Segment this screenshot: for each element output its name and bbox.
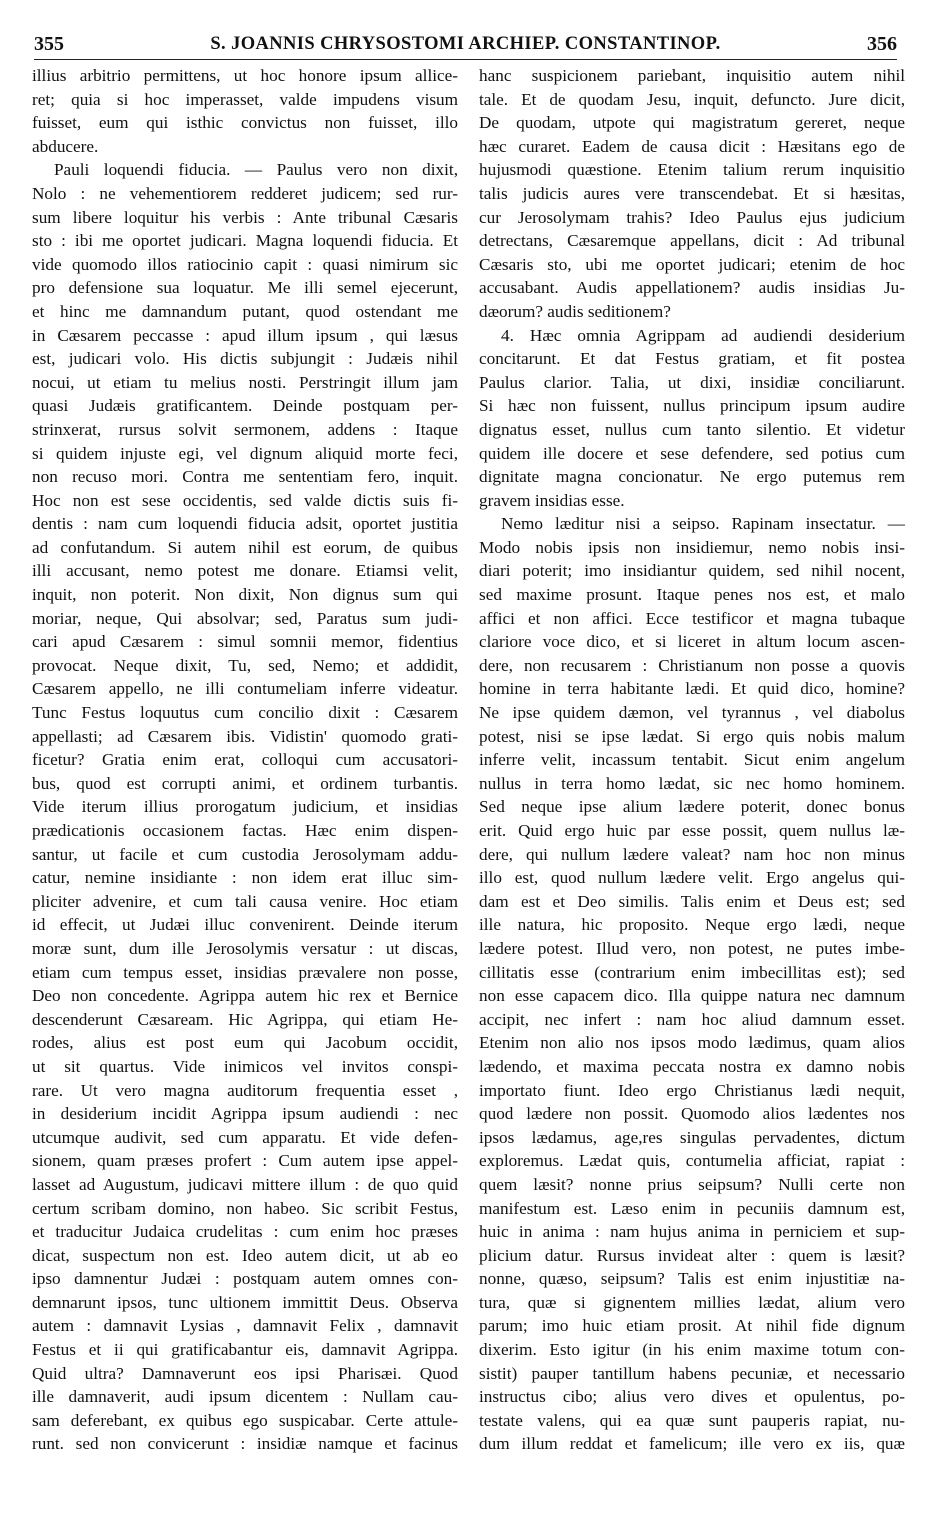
text-line: ut sit quartus. Vide inimicos vel invitos conspi-	[32, 1056, 458, 1076]
text-line: vide quomodo illos ratiocinio capit : quasi nimirum sic	[32, 254, 458, 274]
text-line: Cæsarem appello, ne illi contumeliam inferre videatur.	[32, 679, 458, 699]
text-line: ad confutandum. Si autem nihil est eorum, de quibus	[32, 537, 458, 557]
text-line: dixerim. Esto igitur (in his enim maxime totum con-	[479, 1340, 905, 1360]
text-line: nocui, ut etiam tu melius nosti. Perstringit illum jam	[32, 372, 458, 392]
text-line: dentis : nam cum loquendi fiducia adsit, oportet justitia	[32, 514, 458, 534]
text-line: certum scribam domino, non habeo. Sic scribit Festus,	[32, 1198, 458, 1218]
text-line: inquit, non poterit. Non dixit, Non dignus sum qui	[32, 585, 458, 605]
text-line: moræ sunt, dum ille Jerosolymis versatur : ut discas,	[32, 938, 458, 958]
text-line: erit. Quid ergo huic par esse possit, quem nullus læ-	[479, 821, 905, 840]
text-line: tale. Et de quodam Jesu, inquit, defuncto. Jure dicit,	[479, 89, 905, 109]
text-line: ficetur? Gratia enim erat, colloqui cum accusatori-	[32, 750, 458, 770]
text-line: strinxerat, rursus solvit sermonem, addens : Itaque	[32, 419, 458, 439]
text-line: 4. Hæc omnia Agrippam ad audiendi desiderium	[501, 325, 905, 345]
text-line: id effecit, ut Judæi illuc convenirent. Deinde iterum	[32, 915, 458, 935]
text-line: lasset ad Augustum, judicavi mittere illum : de quo quid	[32, 1174, 458, 1194]
text-line: sum libere loquitur his verbis : Ante tribunal Cæsaris	[32, 207, 458, 227]
text-line: et traducitur Judaica crudelitas : cum enim hoc præses	[32, 1222, 458, 1242]
text-line: dæorum? audis seditionem?	[479, 301, 671, 321]
running-title: S. JOANNIS CHRYSOSTOMI ARCHIEP. CONSTANTINOP.	[210, 34, 721, 54]
running-header	[34, 33, 897, 60]
text-line: concitarunt. Et dat Festus gratiam, et fit postea	[479, 349, 905, 369]
text-line: dum illum reddat et famelicum; ille vero ex iis, quæ	[479, 1434, 905, 1454]
text-line: Hoc non est sese occidentis, sed valde dictis suis fi-	[32, 490, 458, 510]
page-number-right: 356	[867, 33, 897, 55]
text-line: Si hæc non fuissent, nullus principum ipsum audire	[479, 396, 905, 416]
text-line: illius arbitrio permittens, ut hoc honore ipsum allice-	[32, 66, 458, 85]
text-line: ipso damnentur Judæi : postquam autem omnes con-	[32, 1269, 458, 1289]
text-line: diari poterit; imo insidiantur quidem, sed nihil nocent,	[479, 561, 905, 581]
text-line: abducere.	[32, 136, 99, 156]
text-line: dignitate magna concionatur. Ne ergo putemus rem	[479, 467, 905, 487]
page-number-left: 355	[34, 33, 64, 55]
text-line: Cæsaris sto, ubi me oportet judicari; etenim de hoc	[479, 254, 905, 274]
text-line: Paulus clarior. Talia, ut dixi, insidiæ conciliarunt.	[479, 372, 905, 392]
text-line: Pauli loquendi fiducia. — Paulus vero non dixit,	[54, 160, 458, 180]
text-line: cillitatis esse (contrarium enim imbecillitas est); sed	[479, 962, 905, 982]
text-line: santur, ut facile et cum custodia Jerosolymam addu-	[32, 844, 458, 864]
text-line: dere, qui nullum lædere valeat? nam hoc non minus	[479, 844, 905, 864]
text-line: si quidem injuste egi, vel dignum aliquid morte feci,	[32, 443, 458, 463]
text-line: instructus cibo; alius vero dives et opulentus, po-	[479, 1387, 905, 1407]
text-line: gravem insidias esse.	[479, 490, 625, 510]
text-line: tura, quæ si gignentem millies lædat, alium vero	[479, 1292, 905, 1312]
text-line: exploremus. Lædat quis, contumelia afficiat, rapiat :	[479, 1151, 905, 1171]
text-line: importato fiunt. Ideo ergo Christianus lædi nequit,	[479, 1080, 905, 1100]
text-line: non recuso mori. Contra me sententiam fero, inquit.	[32, 467, 458, 487]
text-line: Etenim non alio nos ipsos modo lædimus, quam alios	[479, 1033, 905, 1053]
text-line: quasi Judæis gratificantem. Deinde postquam per-	[32, 396, 458, 416]
text-line: manifestum est. Læso enim in pecuniis damnum est,	[479, 1198, 905, 1218]
text-line: sistit) pauper tantillum habens pecuniæ, et necessario	[479, 1363, 905, 1383]
text-line: Nemo læditur nisi a seipso. Rapinam insectatur. —	[501, 514, 905, 534]
text-line: quem læsit? nonne prius seipsum? Nulli certe non	[479, 1174, 905, 1194]
text-line: plicium datur. Rursus invideat alter : quem is læsit?	[479, 1245, 905, 1265]
text-line: ille damnaverit, audi ipsum dicentem : Nullam cau-	[32, 1387, 458, 1407]
text-line: Sed neque ipse alium lædere poterit, donec bonus	[479, 797, 905, 817]
text-line: prædicationis occasionem factas. Hæc enim dispen-	[32, 821, 458, 840]
text-line: hæc curaret. Eadem de causa dicit : Hæsitans ego de	[479, 136, 905, 156]
text-line: dignatus esset, nullus cum tanto silentio. Et videtur	[479, 419, 905, 439]
text-line: etiam cum tempus esset, insidias prævalere non posse,	[32, 962, 458, 982]
text-line: Modo nobis ipsis non insidiemur, nemo nobis insi-	[479, 537, 905, 557]
text-line: Ne ipse quidem dæmon, vel tyrannus , vel diabolus	[479, 703, 905, 723]
text-line: hanc suspicionem pariebant, inquisitio autem nihil	[479, 66, 905, 85]
text-line: rare. Ut vero magna auditorum frequentia esset ,	[32, 1080, 458, 1100]
text-line: dicat, suspectum non est. Ideo autem dicit, ut ab eo	[32, 1245, 458, 1265]
right-column	[479, 64, 905, 1456]
text-line: accipit, nec infert : nam hoc aliud damnum esset.	[479, 1009, 905, 1029]
text-line: bus, quod est corrupti animi, et ordinem turbantis.	[32, 773, 458, 793]
text-line: quidem ille docere et sese defendere, sed potius cum	[479, 443, 905, 463]
text-line: est, judicari volo. His dictis subjungit : Judæis nihil	[32, 349, 458, 369]
text-line: moriar, neque, Qui absolvar; sed, Paratus sum judi-	[32, 608, 458, 628]
text-line: in Cæsarem peccasse : apud illum ipsum , qui læsus	[32, 325, 458, 345]
text-line: ille natura, hic proposito. Neque ergo lædi, neque	[479, 915, 905, 935]
text-line: Vide iterum illius prorogatum judicium, et insidias	[32, 797, 458, 817]
text-line: lædere potest. Illud vero, non potest, ne putes imbe-	[479, 938, 905, 958]
text-line: runt. sed non convicerunt : insidiæ namque et facinus	[32, 1434, 458, 1454]
text-line: parum; imo huic etiam prosit. At nihil fide dignum	[479, 1316, 905, 1336]
text-line: provocat. Neque dixit, Tu, sed, Nemo; et addidit,	[32, 655, 458, 675]
text-line: dere, non recusarem : Christianum non posse a quovis	[479, 655, 905, 675]
text-line: demnarunt ipsos, tunc ultionem immittit Deus. Observa	[32, 1292, 458, 1312]
text-line: sam deferebant, ex quibus ego suspicabar. Certe attule-	[32, 1410, 458, 1430]
text-line: illo est, quod nullum lædere velit. Ergo angelus qui-	[479, 868, 905, 888]
text-line: quod lædere non possit. Quomodo alios lædentes nos	[479, 1104, 905, 1124]
text-line: Quid ultra? Damnaverunt eos ipsi Pharisæi. Quod	[32, 1363, 458, 1383]
text-line: nullus in terra homo lædat, sic nec homo hominem.	[479, 773, 905, 793]
text-line: talis judicis aures vere transcendebat. Et si hæsitas,	[479, 183, 905, 203]
text-line: sto : ibi me oportet judicari. Magna loquendi fiducia. Et	[32, 231, 458, 251]
text-line: Deo non concedente. Agrippa autem hic rex et Bernice	[32, 986, 458, 1006]
text-line: rodes, alius est post eum qui Jacobum occidit,	[32, 1033, 458, 1053]
text-line: pliciter advenire, et cum tali causa venire. Hoc etiam	[32, 891, 458, 911]
text-line: hujusmodi quæstione. Etenim talium rerum inquisitio	[479, 160, 905, 180]
text-line: cari apud Cæsarem : simul somnii memor, fidentius	[32, 632, 458, 652]
text-line: in desiderium incidit Agrippa ipsum audiendi : nec	[32, 1104, 458, 1124]
text-line: pro defensione sua loquatur. Me illi semel ejecerunt,	[32, 278, 458, 298]
text-line: accusabant. Audis appellationem? audis insidias Ju-	[479, 278, 905, 298]
text-line: catur, nemine insidiante : non idem erat illuc sim-	[32, 868, 458, 888]
text-line: dam est et Deo similis. Talis enim et Deus est; sed	[479, 891, 905, 911]
text-line: sed maxime prosunt. Itaque penes nos est, et malo	[479, 585, 905, 605]
text-line: testate valens, qui ea quæ sunt pauperis rapiat, nu-	[479, 1410, 905, 1430]
text-line: De quodam, utpote qui magistratum gereret, neque	[479, 113, 905, 133]
text-line: non esse capacem dico. Illa quippe natura nec damnum	[479, 986, 905, 1006]
text-line: nonne, quæso, seipsum? Talis est enim injustitiæ na-	[479, 1269, 905, 1289]
left-column	[32, 64, 458, 1456]
text-line: ret; quia si hoc imperasset, valde impudens visum	[32, 89, 458, 109]
text-line: affici et non affici. Ecce testificor et magna tubaque	[479, 608, 905, 628]
text-line: clariore voce dico, et si liceret in altum locum ascen-	[479, 632, 905, 652]
text-line: illi accusant, nemo potest me donare. Etiamsi velit,	[32, 561, 458, 581]
text-line: appellasti; ad Cæsarem ibis. Vidistin' quomodo grati-	[32, 726, 458, 746]
text-line: sionem, quam præses profert : Cum autem ipse appel-	[32, 1151, 458, 1171]
text-line: lædendo, et maxima peccata nostra ex damno nobis	[479, 1056, 905, 1076]
text-line: autem : damnavit Lysias , damnavit Felix , damnavit	[32, 1316, 458, 1336]
text-line: detrectans, Cæsaremque appellans, dicit : Ad tribunal	[479, 231, 905, 251]
text-line: Tunc Festus loquutus cum concilio dixit : Cæsarem	[32, 703, 458, 723]
text-line: Nolo : ne vehementiorem redderet judicem; sed rur-	[32, 183, 458, 203]
text-line: et hinc me damnandum putant, quod ostendant me	[32, 301, 458, 321]
text-line: potest, nisi se ipse lædat. Si ergo quis nobis malum	[479, 726, 905, 746]
text-line: Festus et ii qui gratificabantur eis, damnavit Agrippa.	[32, 1340, 458, 1360]
text-line: cur Jerosolymam trahis? Ideo Paulus ejus judicium	[479, 207, 905, 227]
text-line: homine in terra habitante lædi. Et quid dico, homine?	[479, 679, 905, 699]
text-line: fuisset, eum qui isthic convictus non fuisset, illo	[32, 113, 458, 133]
text-line: huic in anima : nam hujus anima in perniciem et sup-	[479, 1222, 905, 1242]
text-line: inferre velit, incassum tentabit. Sicut enim angelum	[479, 750, 905, 770]
text-line: ipsos lædamus, age,res singulas pervadentes, dictum	[479, 1127, 905, 1147]
text-line: utcumque audivit, sed cum apparatu. Et vide defen-	[32, 1127, 458, 1147]
text-line: descenderunt Cæsaream. Hic Agrippa, qui etiam He-	[32, 1009, 458, 1029]
